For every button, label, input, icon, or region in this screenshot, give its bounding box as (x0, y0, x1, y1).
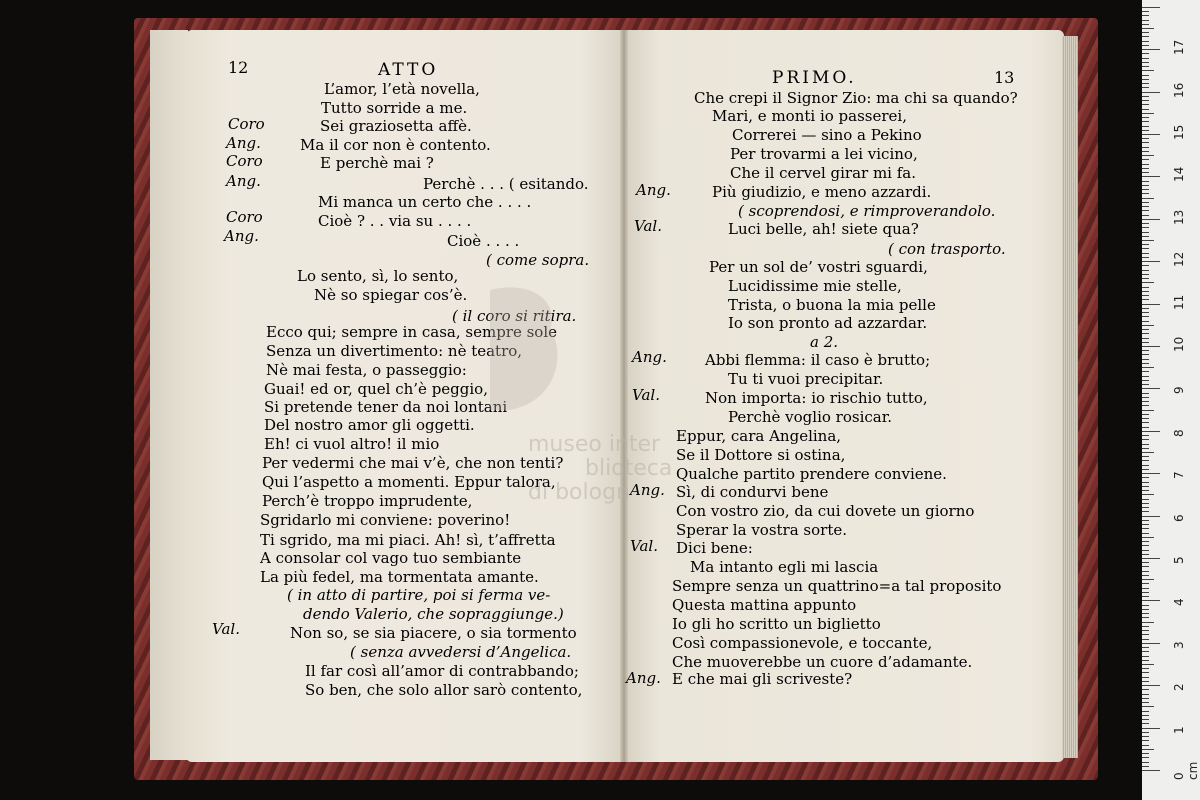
ruler-tick (1142, 643, 1160, 644)
ruler-tick (1142, 147, 1149, 148)
ruler-tick (1142, 503, 1149, 504)
ruler-tick (1142, 681, 1149, 682)
ruler-tick (1142, 732, 1149, 733)
text-line: Eppur, cara Angelina, (676, 427, 842, 445)
ruler-tick (1142, 410, 1154, 411)
running-header-left: ATTO (378, 60, 439, 80)
ruler-tick (1142, 215, 1149, 216)
ruler-number: 12 (1172, 251, 1186, 268)
text-line: Tu ti vuoi precipitar. (728, 370, 884, 388)
ruler-tick (1142, 185, 1149, 186)
text-line: Ma il cor non è contento. (300, 136, 491, 154)
ruler-tick (1142, 66, 1149, 67)
text-line: Lo sento, sì, lo sento, (297, 267, 459, 285)
ruler-tick (1142, 282, 1154, 283)
ruler-tick (1142, 664, 1154, 665)
ruler-tick (1142, 295, 1149, 296)
ruler-number: 6 (1172, 513, 1186, 522)
ruler-tick (1142, 668, 1149, 669)
ruler-tick (1142, 338, 1149, 339)
ruler-tick (1142, 486, 1149, 487)
ruler-tick (1142, 418, 1149, 419)
ruler-tick (1142, 749, 1154, 750)
ruler-tick (1142, 583, 1149, 584)
ruler-tick (1142, 142, 1149, 143)
text-line: Nè mai festa, o passeggio: (266, 361, 467, 379)
text-line: E perchè mai ? (320, 154, 434, 172)
ruler-tick (1142, 452, 1154, 453)
ruler-number: 14 (1172, 167, 1186, 183)
ruler-tick (1142, 617, 1149, 618)
ruler-tick (1142, 223, 1149, 224)
text-line: Luci belle, ah! siete qua? (728, 220, 919, 238)
ruler-tick (1142, 706, 1154, 707)
ruler-tick (1142, 431, 1160, 432)
ruler-tick (1142, 274, 1149, 275)
ruler-tick (1142, 405, 1149, 406)
ruler-tick (1142, 702, 1149, 703)
stage-direction: ( con trasporto. (888, 240, 1006, 258)
ruler-tick (1142, 109, 1149, 110)
watermark-logo (470, 280, 570, 420)
text-line: Io gli ho scritto un biglietto (672, 615, 881, 633)
ruler-tick (1142, 444, 1149, 445)
ruler-tick (1142, 537, 1154, 538)
ruler-tick (1142, 719, 1149, 720)
ruler-tick (1142, 96, 1149, 97)
ruler-tick (1142, 600, 1160, 601)
ruler-tick (1142, 189, 1149, 190)
ruler-tick (1142, 172, 1149, 173)
text-line: Per un sol de’ vostri sguardi, (709, 258, 928, 276)
text-line: Non importa: io rischio tutto, (705, 389, 928, 407)
speaker-label: Val. (632, 386, 660, 404)
ruler-tick (1142, 745, 1149, 746)
ruler-tick (1142, 210, 1149, 211)
ruler-tick (1142, 134, 1160, 135)
ruler-tick (1142, 371, 1149, 372)
ruler-number: 2 (1172, 683, 1186, 692)
ruler-tick (1142, 363, 1149, 364)
ruler-tick (1142, 728, 1160, 729)
ruler-tick (1142, 227, 1149, 228)
ruler-tick (1142, 507, 1149, 508)
watermark-text: blioteca (585, 456, 673, 481)
speaker-label: Ang. (626, 669, 661, 687)
ruler-tick (1142, 711, 1149, 712)
text-line: Questa mattina appunto (672, 596, 857, 614)
ruler-number: 8 (1172, 429, 1186, 437)
ruler-tick (1142, 762, 1149, 763)
ruler-tick (1142, 715, 1149, 716)
text-line: Cioè ? . . via su . . . . (318, 212, 472, 230)
text-line: Tutto sorride a me. (321, 99, 468, 117)
ruler-tick (1142, 651, 1149, 652)
ruler-tick (1142, 287, 1149, 288)
text-line: Per trovarmi a lei vicino, (730, 145, 918, 163)
text-line: Per vedermi che mai v’è, che non tenti? (262, 454, 564, 472)
text-line: Se il Dottore si ostina, (676, 446, 846, 464)
speaker-label: Ang. (226, 172, 261, 190)
ruler-tick (1142, 566, 1149, 567)
ruler-tick (1142, 465, 1149, 466)
speaker-label: Ang. (226, 134, 261, 152)
page-number-right: 13 (994, 68, 1015, 87)
ruler-tick (1142, 660, 1149, 661)
ruler-tick (1142, 533, 1149, 534)
ruler-tick (1142, 155, 1154, 156)
ruler-number: 13 (1172, 209, 1186, 225)
ruler-tick (1142, 70, 1154, 71)
ruler-tick (1142, 45, 1149, 46)
ruler-tick (1142, 511, 1149, 512)
ruler-tick (1142, 558, 1160, 559)
ruler-tick (1142, 554, 1149, 555)
ruler-tick (1142, 7, 1160, 8)
ruler-tick (1142, 689, 1149, 690)
ruler-tick (1142, 232, 1149, 233)
ruler-tick (1142, 321, 1149, 322)
running-header-right: PRIMO. (772, 68, 857, 88)
ruler-tick (1142, 388, 1160, 389)
speaker-label: Val. (212, 620, 240, 638)
ruler-number: 17 (1172, 39, 1186, 56)
stage-direction: a 2. (810, 333, 839, 351)
text-line: Perch’è troppo imprudente, (262, 492, 473, 510)
left-page-stack (150, 30, 188, 760)
ruler-tick (1142, 202, 1149, 203)
ruler-tick (1142, 325, 1154, 326)
ruler-tick (1142, 32, 1149, 33)
text-line: Che muoverebbe un cuore d’adamante. (672, 653, 973, 671)
ruler-tick (1142, 11, 1149, 12)
text-line: Mi manca un certo che . . . . (318, 193, 532, 211)
ruler-number: 11 (1172, 294, 1186, 310)
ruler-tick (1142, 579, 1154, 580)
text-line: Senza un divertimento: nè teatro, (266, 342, 523, 360)
text-line: Sì, di condurvi bene (676, 483, 829, 501)
ruler-tick (1142, 367, 1154, 368)
ruler-tick (1142, 672, 1149, 673)
ruler-tick (1142, 176, 1160, 177)
text-line: Si pretende tener da noi lontani (264, 398, 508, 416)
ruler-tick (1142, 545, 1149, 546)
ruler-tick (1142, 397, 1149, 398)
ruler-tick (1142, 592, 1149, 593)
text-line: E che mai gli scriveste? (672, 670, 853, 688)
ruler-tick (1142, 15, 1149, 16)
ruler-tick (1142, 270, 1149, 271)
ruler-tick (1142, 698, 1149, 699)
text-line: Qui l’aspetto a momenti. Eppur talora, (262, 473, 556, 491)
ruler-tick (1142, 723, 1149, 724)
text-line: Ti sgrido, ma mi piaci. Ah! sì, t’affretta (260, 531, 556, 549)
ruler-tick (1142, 350, 1149, 351)
text-line: A consolar col vago tuo sembiante (260, 549, 522, 567)
ruler-tick (1142, 639, 1149, 640)
ruler-tick (1142, 448, 1149, 449)
ruler-tick (1142, 541, 1149, 542)
ruler-tick (1142, 422, 1149, 423)
ruler-number: 5 (1172, 556, 1186, 564)
ruler-tick (1142, 562, 1149, 563)
ruler-tick (1142, 159, 1149, 160)
text-line: Cioè . . . . (447, 232, 520, 250)
ruler-tick (1142, 24, 1149, 25)
ruler-tick (1142, 291, 1149, 292)
ruler-tick (1142, 427, 1149, 428)
ruler-tick (1142, 346, 1160, 347)
ruler-tick (1142, 736, 1149, 737)
ruler-tick (1142, 439, 1149, 440)
ruler-tick (1142, 393, 1149, 394)
text-line: La più fedel, ma tormentata amante. (260, 568, 539, 586)
ruler-tick (1142, 520, 1149, 521)
ruler-number: 10 (1172, 336, 1186, 352)
ruler-tick (1142, 248, 1149, 249)
ruler-tick (1142, 571, 1149, 572)
ruler-tick (1142, 92, 1160, 93)
stage-direction: ( senza avvedersi d’Angelica. (350, 643, 572, 661)
text-line: Lucidissime mie stelle, (728, 277, 902, 295)
ruler-tick (1142, 206, 1149, 207)
text-line: Del nostro amor gli oggetti. (264, 416, 475, 434)
ruler-tick (1142, 588, 1149, 589)
ruler-tick (1142, 312, 1149, 313)
ruler-tick (1142, 380, 1149, 381)
ruler-tick (1142, 236, 1149, 237)
ruler-tick (1142, 181, 1149, 182)
text-line: Ma intanto egli mi lascia (690, 558, 879, 576)
ruler-tick (1142, 766, 1149, 767)
ruler-tick (1142, 41, 1149, 42)
text-line: Sperar la vostra sorte. (676, 521, 847, 539)
ruler-number: 16 (1172, 82, 1186, 98)
ruler-number: 3 (1172, 641, 1186, 649)
ruler-tick (1142, 36, 1149, 37)
ruler-tick (1142, 605, 1149, 606)
speaker-label: Ang. (224, 227, 259, 245)
ruler-tick (1142, 460, 1149, 461)
page-number-left: 12 (228, 58, 249, 77)
ruler-tick (1142, 261, 1160, 262)
ruler-tick (1142, 253, 1149, 254)
stage-direction: ( il coro si ritira. (452, 307, 577, 325)
ruler-tick (1142, 490, 1149, 491)
ruler-tick (1142, 138, 1149, 139)
ruler-number: 1 (1172, 725, 1186, 734)
ruler-tick (1142, 28, 1154, 29)
ruler-tick (1142, 333, 1149, 334)
speaker-label: Ang. (632, 348, 667, 366)
ruler-tick (1142, 656, 1149, 657)
ruler-number: 7 (1172, 471, 1186, 480)
ruler-tick (1142, 130, 1149, 131)
speaker-label: Coro (226, 152, 263, 170)
speaker-label: Coro (228, 115, 265, 133)
ruler-tick (1142, 482, 1149, 483)
text-line: Non so, se sia piacere, o sia tormento (290, 624, 577, 642)
ruler-tick (1142, 83, 1149, 84)
ruler-tick (1142, 49, 1160, 50)
ruler-tick (1142, 740, 1149, 741)
text-line: Così compassionevole, e toccante, (672, 634, 933, 652)
ruler-tick (1142, 359, 1149, 360)
ruler-tick (1142, 516, 1160, 517)
ruler-tick (1142, 630, 1149, 631)
text-line: Nè so spiegar cos’è. (314, 286, 468, 304)
stage-direction: dendo Valerio, che sopraggiunge.) (303, 605, 564, 623)
text-line: L’amor, l’età novella, (324, 80, 480, 98)
ruler-tick (1142, 414, 1149, 415)
stage-direction: ( come sopra. (486, 251, 590, 269)
ruler-tick (1142, 164, 1149, 165)
ruler-tick (1142, 435, 1149, 436)
ruler-tick (1142, 316, 1149, 317)
text-line: Dici bene: (676, 539, 753, 557)
speaker-label: Ang. (636, 181, 671, 199)
ruler-tick (1142, 473, 1160, 474)
watermark-text: museo inter (528, 432, 661, 457)
text-line: Abbi flemma: il caso è brutto; (705, 351, 931, 369)
ruler-tick (1142, 685, 1160, 686)
ruler-tick (1142, 647, 1149, 648)
text-line: Perchè voglio rosicar. (728, 408, 893, 426)
ruler-tick (1142, 677, 1149, 678)
ruler-tick (1142, 193, 1149, 194)
text-line: Mari, e monti io passerei, (712, 107, 907, 125)
text-line: Sempre senza un quattrino=a tal proposito (672, 577, 1002, 595)
ruler-number: 15 (1172, 124, 1186, 140)
ruler-tick (1142, 753, 1149, 754)
text-line: Guai! ed or, quel ch’è peggio, (264, 380, 488, 398)
ruler-tick (1142, 278, 1149, 279)
ruler-tick (1142, 575, 1149, 576)
ruler-tick (1142, 53, 1149, 54)
ruler-tick (1142, 151, 1149, 152)
ruler-tick (1142, 626, 1149, 627)
speaker-label: Val. (634, 217, 662, 235)
text-line: Qualche partito prendere conviene. (676, 465, 947, 483)
ruler-tick (1142, 494, 1154, 495)
ruler-tick (1142, 401, 1149, 402)
stage-direction: ( in atto di partire, poi si ferma ve- (287, 586, 551, 604)
ruler-tick (1142, 770, 1160, 771)
ruler-tick (1142, 376, 1149, 377)
ruler-tick (1142, 79, 1149, 80)
ruler-tick (1142, 384, 1149, 385)
ruler-tick (1142, 329, 1149, 330)
ruler-number: 9 (1172, 386, 1186, 395)
ruler-tick (1142, 596, 1149, 597)
ruler-tick (1142, 609, 1149, 610)
text-line: Correrei — sino a Pekino (732, 126, 922, 144)
ruler-tick (1142, 469, 1149, 470)
watermark-text: di bologn (528, 480, 630, 505)
text-line: Il far così all’amor di contrabbando; (305, 662, 579, 680)
measurement-ruler (1142, 0, 1200, 800)
speaker-label: Val. (630, 537, 658, 555)
ruler-tick (1142, 308, 1149, 309)
ruler-tick (1142, 126, 1149, 127)
text-line: Che il cervel girar mi fa. (730, 164, 917, 182)
speaker-label: Coro (226, 208, 263, 226)
ruler-tick (1142, 613, 1149, 614)
ruler-tick (1142, 20, 1149, 21)
ruler-tick (1142, 58, 1149, 59)
text-line: Più giudizio, e meno azzardi. (712, 183, 932, 201)
text-line: Che crepi il Signor Zio: ma chi sa quando? (694, 89, 1018, 107)
ruler-tick (1142, 694, 1149, 695)
ruler-tick (1142, 265, 1149, 266)
text-line: Trista, o buona la mia pelle (728, 296, 936, 314)
ruler-tick (1142, 104, 1149, 105)
ruler-tick (1142, 121, 1149, 122)
ruler-number: 0 cm (1172, 761, 1200, 780)
ruler-tick (1142, 257, 1149, 258)
ruler-tick (1142, 117, 1149, 118)
ruler-tick (1142, 113, 1154, 114)
ruler-tick (1142, 304, 1160, 305)
text-line: Sei graziosetta affè. (320, 117, 472, 135)
text-line: So ben, che solo allor sarò contento, (305, 681, 583, 699)
ruler-tick (1142, 168, 1149, 169)
right-page-stack (1062, 36, 1078, 758)
ruler-tick (1142, 219, 1160, 220)
book-gutter (620, 30, 628, 762)
ruler-tick (1142, 456, 1149, 457)
text-line: Sgridarlo mi conviene: poverino! (260, 511, 511, 529)
speaker-label: Ang. (630, 481, 665, 499)
ruler-tick (1142, 299, 1149, 300)
ruler-tick (1142, 757, 1149, 758)
ruler-tick (1142, 354, 1149, 355)
text-line: Eh! ci vuol altro! il mio (264, 435, 440, 453)
stage-direction: ( scoprendosi, e rimproverandolo. (738, 202, 996, 220)
ruler-tick (1142, 528, 1149, 529)
text-line: Ecco qui; sempre in casa, sempre sole (266, 323, 558, 341)
text-line: Perchè . . . ( esitando. (423, 175, 589, 193)
ruler-tick (1142, 524, 1149, 525)
ruler-tick (1142, 240, 1154, 241)
ruler-tick (1142, 634, 1149, 635)
text-line: Con vostro zio, da cui dovete un giorno (676, 502, 975, 520)
ruler-tick (1142, 87, 1149, 88)
ruler-tick (1142, 62, 1149, 63)
ruler-tick (1142, 198, 1154, 199)
ruler-tick (1142, 622, 1154, 623)
text-line: Io son pronto ad azzardar. (728, 314, 928, 332)
ruler-tick (1142, 342, 1149, 343)
ruler-tick (1142, 499, 1149, 500)
ruler-tick (1142, 244, 1149, 245)
ruler-tick (1142, 477, 1149, 478)
ruler-tick (1142, 75, 1149, 76)
ruler-number: 4 (1172, 598, 1186, 607)
ruler-tick (1142, 100, 1149, 101)
ruler-tick (1142, 550, 1149, 551)
